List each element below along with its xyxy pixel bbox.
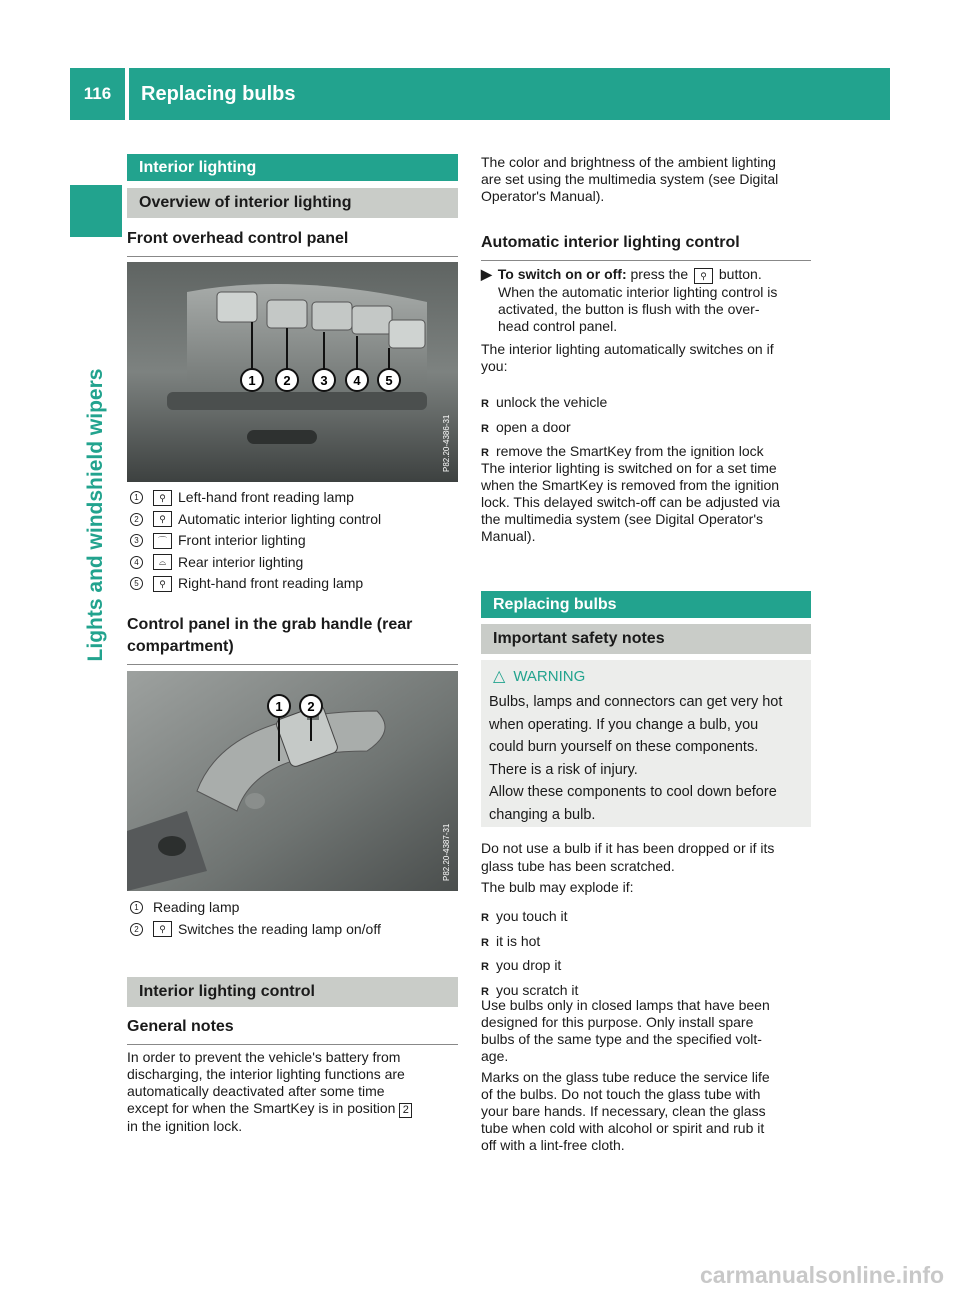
ambient-lighting-text xyxy=(481,154,816,205)
callout-1: 1 xyxy=(275,699,283,714)
text-line: changing a bulb. xyxy=(489,806,596,823)
text-line: are set using the multimedia system (see Digital xyxy=(481,171,779,187)
text-line: The interior lighting is switched on for a set time xyxy=(481,460,777,476)
photo-code: P82.20-4386-31 xyxy=(442,414,451,472)
list-item xyxy=(130,487,460,509)
auto-lamp-icon: ⚲ xyxy=(694,268,713,284)
text-line: Allow these components to cool down before xyxy=(489,784,777,800)
heading-general-notes: General notes xyxy=(127,1016,458,1045)
text-line: lock. This delayed switch-off can be adjusted via xyxy=(481,494,781,510)
item-number: 2 xyxy=(130,923,143,936)
item-number: 5 xyxy=(130,577,143,590)
text-span: except for when the SmartKey is in position xyxy=(127,1100,396,1116)
text-line: designed for this purpose. Only install spare xyxy=(481,1014,754,1030)
warning-box xyxy=(481,660,811,827)
lamp-icon: ⚲ xyxy=(153,921,172,937)
list-item xyxy=(130,530,460,552)
grab-handle-image xyxy=(127,671,458,891)
text-line: In order to prevent the vehicle's battery from xyxy=(127,1049,401,1065)
subsection-overview: Overview of interior lighting xyxy=(127,188,458,218)
item-text: Reading lamp xyxy=(153,899,240,915)
item-text: Right-hand front reading lamp xyxy=(178,575,364,591)
text-line: head control panel. xyxy=(498,318,618,334)
photo-code: P82.20-4387-31 xyxy=(442,823,451,881)
side-tab-marker xyxy=(70,185,122,237)
item-number: 1 xyxy=(130,901,143,914)
text-span: button. xyxy=(718,266,762,282)
item-number: 2 xyxy=(130,513,143,526)
general-notes-text xyxy=(127,1049,462,1135)
item-text: Rear interior lighting xyxy=(178,553,304,570)
item-text: Front interior lighting xyxy=(178,532,306,548)
text-line: Manual). xyxy=(481,528,536,544)
text-span: press the xyxy=(630,266,689,282)
text-line: The bulb may explode if: xyxy=(481,879,634,895)
warning-text xyxy=(489,691,809,826)
side-tab xyxy=(70,250,122,780)
front-light-icon: ⌒ xyxy=(153,533,172,549)
text-line: The color and brightness of the ambient lighting xyxy=(481,154,776,170)
text-line: Marks on the glass tube reduce the service life xyxy=(481,1069,770,1085)
lamp-icon: ⚲ xyxy=(153,490,172,506)
callout-5: 5 xyxy=(385,373,393,388)
heading-grab-handle xyxy=(127,614,458,665)
item-text: Left-hand front reading lamp xyxy=(178,489,354,505)
callout-2: 2 xyxy=(283,373,291,388)
front-overhead-panel-image xyxy=(127,262,458,482)
text-line: Use bulbs only in closed lamps that have been xyxy=(481,997,770,1013)
text-line: automatically deactivated after some time xyxy=(127,1083,385,1099)
list-item: R you touch it xyxy=(481,905,816,930)
list-item xyxy=(130,919,460,941)
item-text: Switches the reading lamp on/off xyxy=(178,920,381,937)
text-line: discharging, the interior lighting functions are xyxy=(127,1066,405,1082)
text-line: There is a risk of injury. xyxy=(489,761,638,778)
item-number: 4 xyxy=(130,556,143,569)
list-item: R you drop it xyxy=(481,954,816,979)
page-number: 116 xyxy=(70,68,125,120)
text-line: your bare hands. If necessary, clean the glass xyxy=(481,1103,766,1119)
callout-2: 2 xyxy=(307,699,315,714)
switch-step xyxy=(481,266,816,375)
list-item: R it is hot xyxy=(481,930,816,955)
side-tab-label: Lights and windshield wipers xyxy=(84,368,107,662)
text-line: activated, the button is flush with the over- xyxy=(498,301,760,317)
warning-header xyxy=(493,666,585,686)
list-item xyxy=(130,509,460,531)
list-item: R remove the SmartKey from the ignition lock xyxy=(481,440,816,465)
text-line: when operating. If you change a bulb, you xyxy=(489,716,759,733)
subsection-safety-notes: Important safety notes xyxy=(481,624,811,654)
list-item: R unlock the vehicle xyxy=(481,391,816,416)
lamp-icon: ⚲ xyxy=(153,576,172,592)
text-line: Do not use a bulb if it has been dropped or if its xyxy=(481,840,775,856)
callout-1: 1 xyxy=(248,373,256,388)
text-line: of the bulbs. Do not touch the glass tube with xyxy=(481,1086,761,1102)
list-item: R open a door xyxy=(481,416,816,441)
text-line: Bulbs, lamps and connectors can get very hot xyxy=(489,694,783,710)
subsection-lighting-control: Interior lighting control xyxy=(127,977,458,1007)
drop-text xyxy=(481,840,816,897)
item-text: Automatic interior lighting control xyxy=(178,510,382,527)
footer-watermark: carmanualsonline.info xyxy=(700,1262,945,1288)
text-line: When the automatic interior lighting control is xyxy=(498,284,778,300)
text-line: when the SmartKey is removed from the ignition xyxy=(481,477,780,493)
step-arrow-icon: ▶ xyxy=(481,266,492,282)
text-line: glass tube has been scratched. xyxy=(481,857,675,874)
delay-text xyxy=(481,460,816,545)
heading-auto-control: Automatic interior lighting control xyxy=(481,232,811,261)
list-item xyxy=(130,897,460,919)
list-item: R you scratch it xyxy=(481,979,816,1004)
text-line: age. xyxy=(481,1048,509,1064)
section-title-replacing-bulbs: Replacing bulbs xyxy=(481,591,811,618)
text-line: in the ignition lock. xyxy=(127,1118,243,1134)
section-title-interior-lighting: Interior lighting xyxy=(127,154,458,181)
front-items-list xyxy=(130,487,460,595)
warning-triangle-icon: △ xyxy=(493,668,506,685)
text-line xyxy=(127,1100,462,1118)
callout-3: 3 xyxy=(320,373,328,388)
list-item xyxy=(130,552,460,574)
heading-line: compartment) xyxy=(127,638,234,655)
position-key-icon: 2 xyxy=(399,1103,412,1118)
text-line: The interior lighting automatically switches on if xyxy=(481,341,774,357)
text-line: tube when cold with alcohol or spirit and rub it xyxy=(481,1120,765,1136)
text-line: the multimedia system (see Digital Operator's xyxy=(481,511,763,527)
grab-items-list xyxy=(130,897,460,940)
heading-line: Control panel in the grab handle (rear xyxy=(127,616,413,633)
heading-front-panel: Front overhead control panel xyxy=(127,228,458,257)
text-line: Operator's Manual). xyxy=(481,188,605,204)
use-bulbs-text xyxy=(481,997,816,1154)
text-line: off with a lint-free cloth. xyxy=(481,1137,625,1153)
warning-title: WARNING xyxy=(513,667,586,685)
step-line xyxy=(481,266,816,284)
explode-bullets xyxy=(481,905,816,1003)
rear-light-icon: ⌓ xyxy=(153,554,172,570)
text-line: you: xyxy=(481,358,508,374)
auto-bullets xyxy=(481,391,816,465)
auto-lamp-icon: ⚲ xyxy=(153,511,172,527)
item-number: 1 xyxy=(130,491,143,504)
callout-4: 4 xyxy=(353,373,361,388)
text-line: could burn yourself on these components. xyxy=(489,739,759,755)
list-item xyxy=(130,573,460,595)
chapter-title: Replacing bulbs xyxy=(129,68,890,120)
step-label: To switch on or off: xyxy=(497,266,627,282)
text-line: bulbs of the same type and the specified volt- xyxy=(481,1031,762,1047)
item-number: 3 xyxy=(130,534,143,547)
